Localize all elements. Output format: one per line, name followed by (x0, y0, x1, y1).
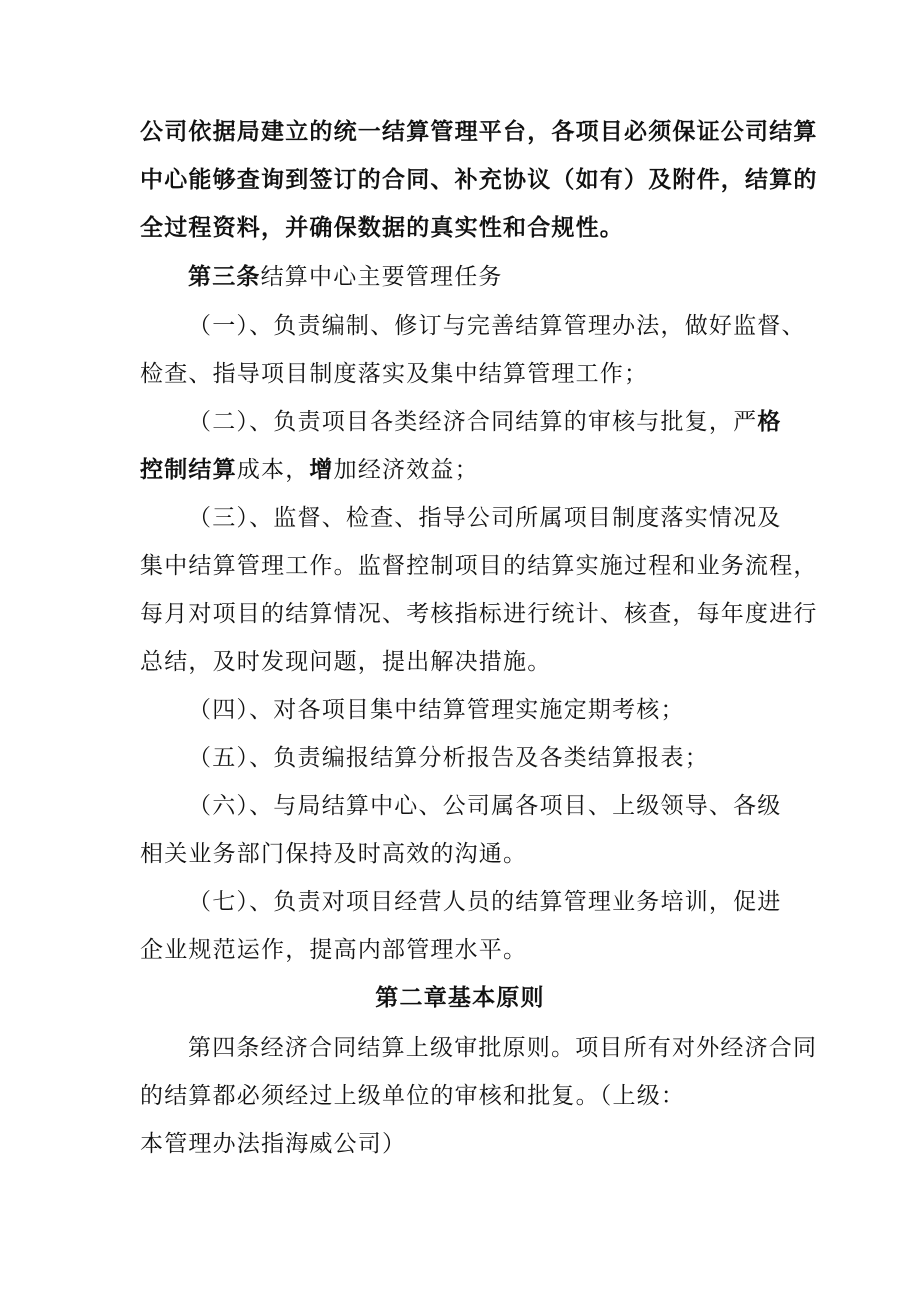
intro-line-3: 全过程资料，并确保数据的真实性和合规性。 (140, 214, 624, 241)
item-2-line-2-text-b: 成本， (236, 457, 310, 483)
item-2-line-2 (0, 454, 920, 486)
item-6-line-1: （六）、与局结算中心、公司属各项目、上级领导、各级 (188, 793, 782, 819)
item-7-line-2: 企业规范运作，提高内部管理水平。 (140, 937, 528, 963)
intro-line-2: 中心能够查询到签订的合同、补充协议（如有）及附件，结算的 (140, 166, 818, 193)
item-2-line-1 (0, 406, 920, 438)
item-2-line-1-bold: 格 (757, 408, 782, 435)
item-5-line-1: （五）、负责编报结算分析报告及各类结算报表； (188, 745, 709, 771)
item-4-line-1: （四）、对各项目集中结算管理实施定期考核； (188, 697, 685, 723)
item-2-line-1-text: （二）、负责项目各类经济合同结算的审核与批复，严 (188, 409, 758, 435)
item-3-line-1: （三）、监督、检查、指导公司所属项目制度落实情况及 (188, 505, 782, 531)
intro-line-1: 公司依据局建立的统一结算管理平台，各项目必须保证公司结算 (140, 118, 818, 145)
item-2-line-2-text-d: 加经济效益； (333, 457, 479, 483)
article-3-title: 结算中心主要管理任务 (260, 264, 503, 290)
article-3-number: 第三条 (188, 263, 261, 290)
item-6-line-2: 相关业务部门保持及时高效的沟通。 (140, 841, 528, 867)
article-4-line-3: 本管理办法指海威公司） (140, 1131, 407, 1157)
item-3-line-2: 集中结算管理工作。监督控制项目的结算实施过程和业务流程， (140, 553, 818, 579)
item-3-line-3: 每月对项目的结算情况、考核指标进行统计、核查，每年度进行 (140, 601, 818, 627)
article-4-line-1: 第四条经济合同结算上级审批原则。项目所有对外经济合同 (188, 1035, 818, 1061)
item-2-line-2-bold-c: 增 (309, 456, 334, 483)
item-2-line-2-bold-a: 控制结算 (140, 456, 237, 483)
item-1-line-1: （一）、负责编制、修订与完善结算管理办法，做好监督、 (188, 313, 806, 339)
item-1-line-2: 检查、指导项目制度落实及集中结算管理工作； (140, 361, 649, 387)
chapter-2-title: 第二章基本原则 (375, 984, 545, 1011)
article-4-line-2: 的结算都必须经过上级单位的审核和批复。（上级： (140, 1083, 686, 1109)
item-3-line-4: 总结，及时发现问题，提出解决措施。 (140, 649, 552, 675)
article-3-heading (0, 261, 920, 293)
item-7-line-1: （七）、负责对项目经营人员的结算管理业务培训，促进 (188, 889, 782, 915)
